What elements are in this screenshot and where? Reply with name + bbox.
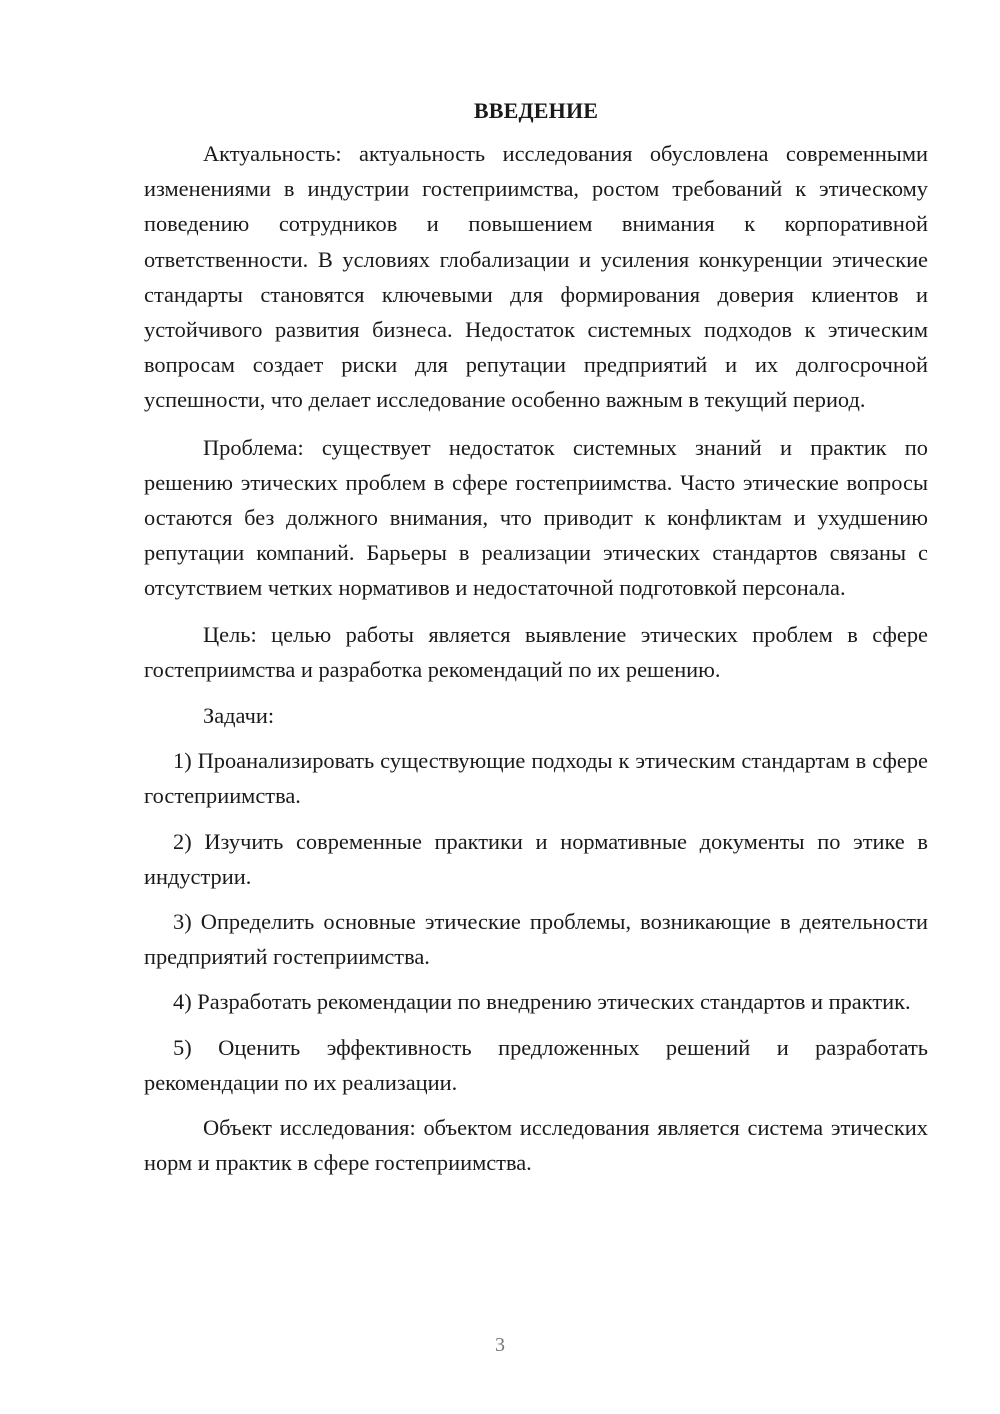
page-number: 3 bbox=[495, 1334, 505, 1356]
document-page bbox=[144, 94, 928, 1180]
task-item-1: 1) Проанализировать существующие подходы к этическим стандартам в сфере гостеприимства. bbox=[144, 748, 928, 809]
page-heading: ВВЕДЕНИЕ bbox=[473, 98, 599, 123]
paragraph-goal: Цель: целью работы является выявление этических проблем в сфере гостеприимства и разработка рекомендаций по их решению. bbox=[144, 621, 928, 682]
tasks-label: Задачи: bbox=[203, 703, 275, 729]
paragraph-relevance: Актуальность: актуальность исследования обусловлена современными изменениями в индустрии гостеприимства, ростом требований к этическому поведению сотрудников и повышением внимания к корпоративной ответственности. В условиях глобализации и усиления конкуренции этические стандарты становятся ключевыми для формирования доверия клиентов и устойчивого развития бизнеса. Недостаток системных подходов к этическим вопросам создает риски для репутации предприятий и их долгосрочной успешности, что делает исследование особенно важным в текущий период. bbox=[144, 141, 928, 413]
task-item-4: 4) Разработать рекомендации по внедрению этических стандартов и практик. bbox=[173, 989, 911, 1015]
paragraph-object: Объект исследования: объектом исследования является система этических норм и практик в сфере гостеприимства. bbox=[144, 1115, 928, 1176]
task-item-3: 3) Определить основные этические проблемы, возникающие в деятельности предприятий гостеприимства. bbox=[144, 909, 928, 970]
task-item-2: 2) Изучить современные практики и нормативные документы по этике в индустрии. bbox=[144, 828, 928, 889]
paragraph-problem: Проблема: существует недостаток системных знаний и практик по решению этических проблем в сфере гостеприимства. Часто этические вопросы остаются без должного внимания, что приводит к конфликтам и ухудшению репутации компаний. Барьеры в реализации этических стандартов связаны с отсутствием четких нормативов и недостаточной подготовкой персонала. bbox=[144, 434, 928, 601]
task-item-5: 5) Оценить эффективность предложенных решений и разработать рекомендации по их реализации. bbox=[144, 1034, 928, 1095]
